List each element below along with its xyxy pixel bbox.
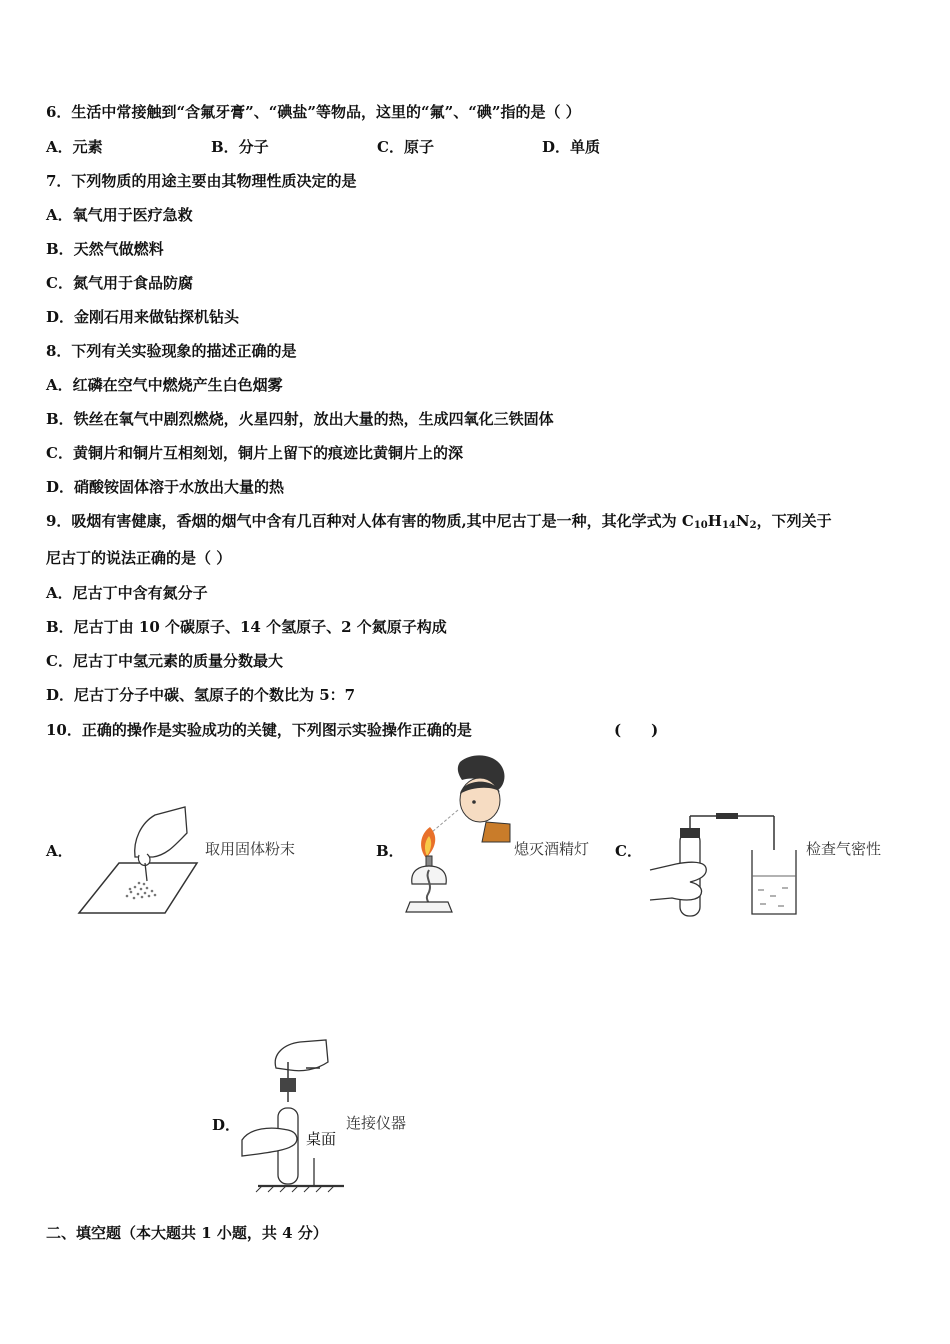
q7-option-c: C．氮气用于食品防腐 [46,274,193,292]
q10-option-d-desk-label: 桌面 [306,1130,337,1148]
q9-option-a: A．尼古丁中含有氮分子 [46,584,208,602]
alcohol-lamp-illustration [400,752,515,917]
q6-option-c: C．原子 [377,138,434,156]
q6-option-b: B．分子 [211,138,269,156]
airtightness-illustration [650,810,800,920]
q10-option-b-label: B． [376,842,404,860]
q8-option-b: B．铁丝在氧气中剧烈燃烧，火星四射，放出大量的热，生成四氧化三铁固体 [46,410,554,428]
q8-stem: 8．下列有关实验现象的描述正确的是 [46,342,297,360]
q8-option-c: C．黄铜片和铜片互相刻划，铜片上留下的痕迹比黄铜片上的深 [46,444,463,462]
q9-stem-tail: ，下列关于 [756,512,832,530]
q9-option-b: B．尼古丁由 10 个碳原子、14 个氢原子、2 个氮原子构成 [46,618,447,636]
section-2-title: 二、填空题（本大题共 1 小题，共 4 分） [46,1224,328,1242]
q7-option-d: D．金刚石用来做钻探机钻头 [46,308,240,326]
q7-option-b: B．天然气做燃料 [46,240,164,258]
q8-option-a: A．红磷在空气中燃烧产生白色烟雾 [46,376,283,394]
q9-stem-line2: 尼古丁的说法正确的是（ ） [46,549,232,567]
q10-option-d-label: D． [212,1116,241,1134]
q7-stem: 7．下列物质的用途主要由其物理性质决定的是 [46,172,357,190]
q10-option-d-caption: 连接仪器 [346,1114,407,1132]
q10-option-a-caption: 取用固体粉末 [205,840,296,858]
q9-option-d: D．尼古丁分子中碳、氢原子的个数比为 5：7 [46,686,356,704]
powder-illustration [75,805,205,920]
q10-option-a-label: A． [46,842,73,860]
q10-option-c-label: C． [615,842,642,860]
q10-stem: 10．正确的操作是实验成功的关键，下列图示实验操作正确的是 [46,721,472,739]
q9-formula: $C_{10}H_{14}N_2$ [681,512,757,531]
q9-stem-text: 9．吸烟有害健康，香烟的烟气中含有几百种对人体有害的物质,其中尼古丁是一种，其化学式为 [46,512,682,530]
q6-stem: 6．生活中常接触到“含氟牙膏”、“碘盐”等物品，这里的“氟”、“碘”指的是（ ） [46,103,581,121]
q7-option-a: A．氧气用于医疗急救 [46,206,193,224]
q8-option-d: D．硝酸铵固体溶于水放出大量的热 [46,478,285,496]
q10-option-b-caption: 熄灭酒精灯 [514,840,590,858]
q9-option-c: C．尼古丁中氢元素的质量分数最大 [46,652,283,670]
q6-option-d: D．单质 [542,138,601,156]
q6-option-a: A．元素 [46,138,103,156]
q10-option-c-caption: 检查气密性 [806,840,882,858]
q10-answer-paren: ( ) [614,721,659,739]
q9-stem [46,511,832,536]
